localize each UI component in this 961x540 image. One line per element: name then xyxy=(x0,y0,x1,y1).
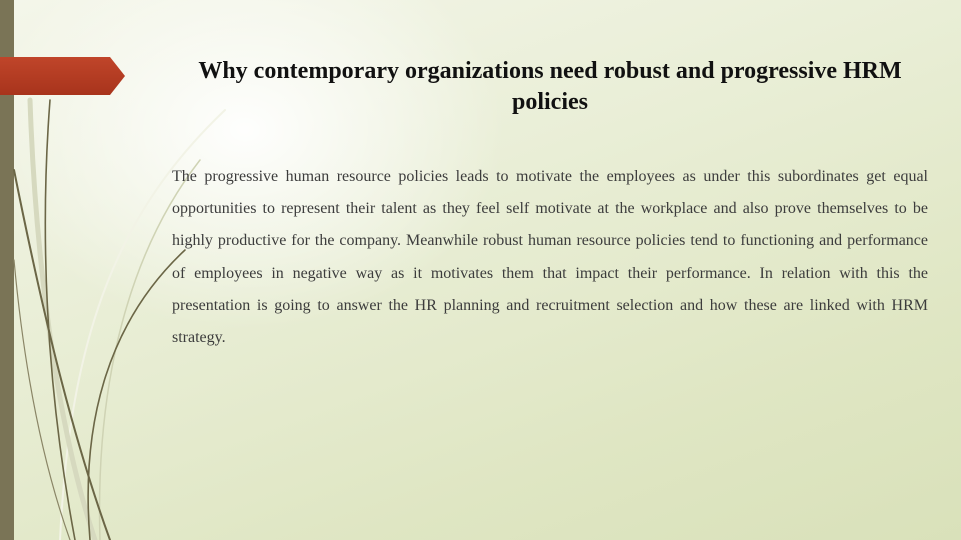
accent-arrow-shape xyxy=(0,57,125,95)
slide-body-text: The progressive human resource policies leads to motivate the employees as under this subordinates get equal opportunities to represent their talent as they feel self motivate at the workplace and also prove themselves to be highly productive for the company. Meanwhile robust human resource policies tend to functioning and performance of employees in negative way as it motivates them that impact their performance. In relation with this the presentation is going to answer the HR planning and recruitment selection and how these are linked with HRM strategy. xyxy=(172,168,928,347)
slide-title: Why contemporary organizations need robust and progressive HRM policies xyxy=(198,58,902,115)
